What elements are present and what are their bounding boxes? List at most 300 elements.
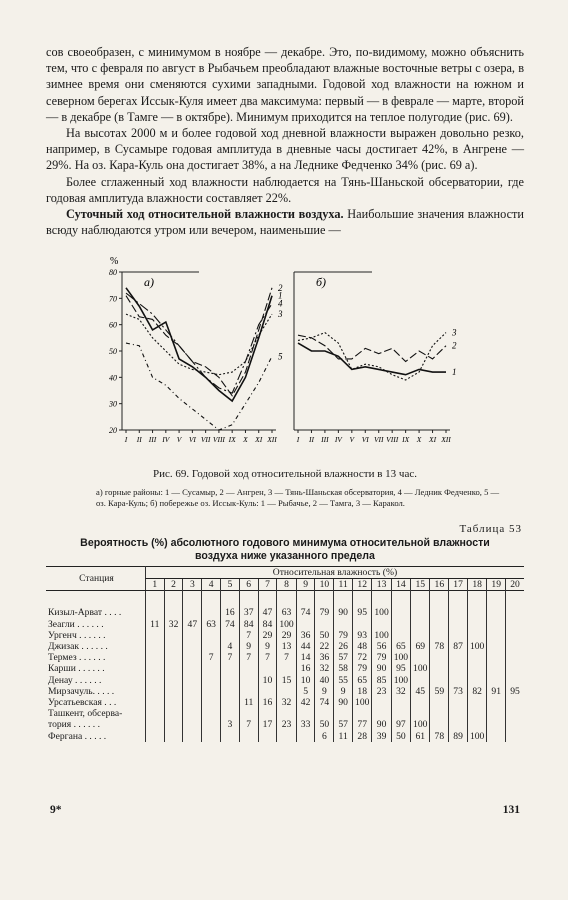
table-cell-value xyxy=(411,697,430,708)
x-tick-label: V xyxy=(349,435,355,444)
table-cell-value: 82 xyxy=(467,686,486,697)
table-cell-value: 69 xyxy=(411,641,430,652)
table-cell-value: 100 xyxy=(467,641,486,652)
table-cell-value xyxy=(258,663,277,674)
figure-69 xyxy=(96,256,476,464)
table-cell-value: 26 xyxy=(334,641,353,652)
table-cell-station: тория . . . . . . xyxy=(48,719,100,731)
table-cell-value: 100 xyxy=(391,675,410,686)
table-cell-value xyxy=(467,607,486,618)
table-header-threshold: 14 xyxy=(391,579,410,591)
table-cell-value: 74 xyxy=(221,619,240,630)
table-cell-value xyxy=(506,697,524,708)
table-header-threshold: 16 xyxy=(430,579,449,591)
table-header-threshold: 4 xyxy=(202,579,221,591)
x-tick-label: III xyxy=(321,435,329,444)
table-cell-station: Урсатьевская . . . xyxy=(48,696,117,708)
table-cell-value: 72 xyxy=(353,652,372,663)
table-cell-value xyxy=(372,708,391,719)
table-cell-value: 28 xyxy=(353,730,372,741)
table-cell-value xyxy=(334,619,353,630)
table-cell-value xyxy=(391,708,410,719)
table-cell-value xyxy=(391,697,410,708)
table-cell-value: 40 xyxy=(315,675,334,686)
y-tick-label: 70 xyxy=(109,294,117,304)
table-cell-value xyxy=(353,708,372,719)
table-cell-value: 57 xyxy=(334,652,353,663)
table-cell-value xyxy=(221,675,240,686)
x-tick-label: I xyxy=(124,435,128,444)
y-tick-label: 50 xyxy=(109,347,117,356)
table-cell-value: 100 xyxy=(372,607,391,618)
paragraph-3: Более сглаженный ход влажности наблюдается на Тянь-Шаньской обсерватории, где годовая амплитуда влажности составляет 22%. xyxy=(46,174,524,205)
table-cell-value xyxy=(277,663,296,674)
table-cell-value xyxy=(430,708,449,719)
table-cell-value: 100 xyxy=(391,652,410,663)
table-cell-value: 7 xyxy=(239,719,258,730)
table-header-threshold: 6 xyxy=(239,579,258,591)
table-cell-value: 95 xyxy=(506,686,524,697)
x-tick-label: III xyxy=(148,435,157,444)
table-cell-value: 91 xyxy=(487,686,506,697)
table-cell-value xyxy=(183,708,202,719)
table-53 xyxy=(46,566,524,742)
x-tick-label: IX xyxy=(402,435,410,444)
table-cell-value xyxy=(449,630,468,641)
table-cell-value: 3 xyxy=(221,719,240,730)
x-tick-label: I xyxy=(296,435,300,444)
table-cell-value xyxy=(353,619,372,630)
table-cell-value: 79 xyxy=(334,630,353,641)
table-cell-value: 23 xyxy=(372,686,391,697)
table-cell-value xyxy=(487,697,506,708)
table-cell-value: 84 xyxy=(258,619,277,630)
table-cell-value: 87 xyxy=(449,641,468,652)
series-line xyxy=(298,335,446,361)
table-cell-value: 16 xyxy=(258,697,277,708)
table-row xyxy=(46,708,524,719)
table-cell-value: 50 xyxy=(315,719,334,730)
table-row xyxy=(46,719,524,730)
table-number: Таблица 53 xyxy=(459,523,522,535)
table-cell-value xyxy=(372,697,391,708)
y-tick-label: 40 xyxy=(109,373,117,383)
table-cell-value: 73 xyxy=(449,686,468,697)
x-tick-label: VI xyxy=(188,435,196,444)
table-cell-value xyxy=(221,708,240,719)
table-cell-value: 59 xyxy=(430,686,449,697)
y-tick-label: 60 xyxy=(109,320,117,330)
table-cell-value: 32 xyxy=(315,663,334,674)
table-cell-value xyxy=(467,652,486,663)
table-cell-value: 23 xyxy=(277,719,296,730)
table-cell-value: 74 xyxy=(296,607,315,618)
table-cell-value: 100 xyxy=(372,630,391,641)
table-cell-value: 84 xyxy=(239,619,258,630)
table-cell-value xyxy=(430,675,449,686)
panel-label: а) xyxy=(144,275,154,289)
table-cell-value xyxy=(145,697,164,708)
table-cell-value: 56 xyxy=(372,641,391,652)
table-cell-value: 90 xyxy=(334,697,353,708)
table-cell-value xyxy=(277,708,296,719)
table-cell-value: 58 xyxy=(334,663,353,674)
table-row xyxy=(46,630,524,641)
table-header-threshold: 5 xyxy=(221,579,240,591)
table-cell-value xyxy=(145,686,164,697)
table-cell-value: 63 xyxy=(277,607,296,618)
table-cell-value xyxy=(239,730,258,741)
table-cell-value xyxy=(467,619,486,630)
table-header-threshold: 20 xyxy=(506,579,524,591)
table-cell-value xyxy=(164,641,183,652)
table-cell-value xyxy=(430,630,449,641)
table-cell-value: 9 xyxy=(315,686,334,697)
table-cell-value xyxy=(467,630,486,641)
table-cell-value xyxy=(164,719,183,730)
table-cell-value xyxy=(430,719,449,730)
table-cell-value xyxy=(183,730,202,741)
y-axis-unit: % xyxy=(110,256,119,267)
figure-chart xyxy=(96,256,476,464)
table-header-threshold: 11 xyxy=(334,579,353,591)
table-cell-value xyxy=(183,630,202,641)
table-cell-value xyxy=(506,652,524,663)
table-cell-value: 7 xyxy=(239,652,258,663)
table-cell-value: 100 xyxy=(277,619,296,630)
table-cell-value: 39 xyxy=(372,730,391,741)
table-cell-value xyxy=(411,607,430,618)
table-cell-value xyxy=(202,686,221,697)
table-cell-value: 93 xyxy=(353,630,372,641)
table-cell-value: 97 xyxy=(391,719,410,730)
table-cell-value xyxy=(296,730,315,741)
series-label: 1 xyxy=(278,290,283,301)
table-cell-value xyxy=(506,730,524,741)
table-cell-value: 50 xyxy=(391,730,410,741)
table-cell-value xyxy=(506,719,524,730)
table-title: Вероятность (%) абсолютного годового минимума относительной влажности воздуха ниже указанного предела xyxy=(80,537,490,562)
table-cell-value xyxy=(202,675,221,686)
table-cell-value xyxy=(145,652,164,663)
table-cell-value xyxy=(487,641,506,652)
table-header-station: Станция xyxy=(46,567,145,591)
table-cell-value xyxy=(221,663,240,674)
table-cell-value xyxy=(239,675,258,686)
table-cell-value xyxy=(315,619,334,630)
table-cell-station: Зеагли . . . . . . xyxy=(48,618,104,630)
table-cell-value xyxy=(430,607,449,618)
table-cell-value: 85 xyxy=(372,675,391,686)
table-cell-value xyxy=(430,663,449,674)
table-row xyxy=(46,663,524,674)
table-cell-value xyxy=(506,641,524,652)
table-cell-value: 18 xyxy=(353,686,372,697)
table-cell-value xyxy=(221,686,240,697)
table-cell-value xyxy=(145,630,164,641)
table-cell-value xyxy=(467,719,486,730)
y-tick-label: 30 xyxy=(109,399,117,409)
table-cell-value: 9 xyxy=(239,641,258,652)
table-cell-value xyxy=(449,607,468,618)
table-cell-station: Денау . . . . . . xyxy=(48,674,102,686)
paragraph-4-text: Наибольшие значения влажности всюду наблюдаются утром или вечером, наименьшие — xyxy=(46,207,524,238)
table-cell-value: 100 xyxy=(411,719,430,730)
x-tick-label: IV xyxy=(334,435,342,444)
table-cell-value xyxy=(164,686,183,697)
table-cell-value xyxy=(145,730,164,741)
table-cell-value: 90 xyxy=(334,607,353,618)
table-cell-value xyxy=(449,708,468,719)
table-cell-value xyxy=(430,619,449,630)
table-cell-value xyxy=(277,730,296,741)
table-cell-value xyxy=(487,663,506,674)
table-cell-value: 37 xyxy=(239,607,258,618)
table-cell-value xyxy=(164,652,183,663)
table-cell-value: 33 xyxy=(296,719,315,730)
table-header-threshold: 10 xyxy=(315,579,334,591)
table-header-threshold: 17 xyxy=(449,579,468,591)
table-cell-value xyxy=(391,630,410,641)
table-cell-value xyxy=(202,641,221,652)
x-tick-label: VII xyxy=(373,435,384,444)
table-header-threshold: 1 xyxy=(145,579,164,591)
table-cell-value: 90 xyxy=(372,719,391,730)
x-tick-label: XI xyxy=(255,435,263,444)
table-cell-value: 50 xyxy=(315,630,334,641)
table-cell-station: Мирзачуль. . . . . xyxy=(48,685,115,697)
table-cell-value xyxy=(430,697,449,708)
table-cell-value xyxy=(183,663,202,674)
table-cell-value: 7 xyxy=(258,652,277,663)
table-cell-value: 29 xyxy=(277,630,296,641)
table-cell-value xyxy=(202,630,221,641)
table-cell-station: Кизыл-Арват . . . . xyxy=(48,607,122,619)
table-cell-value xyxy=(506,619,524,630)
section-heading: Суточный ход относительной влажности воздуха. xyxy=(66,207,344,222)
table-cell-value xyxy=(506,630,524,641)
series-line xyxy=(126,293,272,393)
table-header-threshold: 2 xyxy=(164,579,183,591)
table-cell-station: Фергана . . . . . xyxy=(48,730,107,742)
table-row xyxy=(46,730,524,741)
table-cell-value: 36 xyxy=(315,652,334,663)
table-cell-value xyxy=(277,686,296,697)
table-cell-value: 61 xyxy=(411,730,430,741)
table-cell-value: 65 xyxy=(353,675,372,686)
table-cell-value xyxy=(372,619,391,630)
table-cell-value xyxy=(221,630,240,641)
table-header-threshold: 18 xyxy=(467,579,486,591)
table-row xyxy=(46,641,524,652)
table-cell-value: 79 xyxy=(315,607,334,618)
table-cell-station: Джизак . . . . . . xyxy=(48,641,108,653)
table-cell-value: 14 xyxy=(296,652,315,663)
table-cell-value: 89 xyxy=(449,730,468,741)
table-cell-value xyxy=(467,708,486,719)
table-cell-value: 65 xyxy=(391,641,410,652)
table-header-threshold: 3 xyxy=(183,579,202,591)
table-cell-value: 44 xyxy=(296,641,315,652)
table-cell-value xyxy=(487,730,506,741)
table-cell-value xyxy=(239,663,258,674)
series-label: 3 xyxy=(278,309,283,320)
table-header-threshold: 15 xyxy=(411,579,430,591)
table-cell-value xyxy=(145,719,164,730)
table-cell-value: 7 xyxy=(202,652,221,663)
table-cell-value xyxy=(221,697,240,708)
table-cell-value xyxy=(411,619,430,630)
table-cell-value xyxy=(449,719,468,730)
table-cell-value xyxy=(411,675,430,686)
figure-legend: а) горные районы: 1 — Сусамыр, 2 — Ангрен, 3 — Тянь-Шаньская обсерватория, 4 — Ледник Федченко, 5 — оз. Кара-Куль; б) побережье оз. Иссык-Куль: 1 — Рыбачье, 2 — Тамга, 3 — Каракол. xyxy=(96,487,500,508)
series-label: 3 xyxy=(452,327,457,338)
table-cell-value: 47 xyxy=(258,607,277,618)
x-tick-label: IX xyxy=(228,435,236,444)
table-cell-value xyxy=(183,686,202,697)
series-label: 4 xyxy=(278,298,283,309)
table-cell-value xyxy=(506,708,524,719)
table-cell-value: 32 xyxy=(164,619,183,630)
table-cell-value xyxy=(164,630,183,641)
table-cell-value: 78 xyxy=(430,730,449,741)
table-cell-value xyxy=(145,607,164,618)
table-cell-value xyxy=(145,641,164,652)
table-cell-value xyxy=(391,619,410,630)
table-cell-value xyxy=(449,697,468,708)
table-cell-value xyxy=(202,663,221,674)
table-cell-value: 74 xyxy=(315,697,334,708)
table-cell-value: 16 xyxy=(296,663,315,674)
table-header-threshold: 13 xyxy=(372,579,391,591)
table-header-group: Относительная влажность (%) xyxy=(145,567,524,579)
table-cell-value xyxy=(239,686,258,697)
table-cell-value xyxy=(487,619,506,630)
table-cell-value xyxy=(164,730,183,741)
figure-caption: Рис. 69. Годовой ход относительной влажности в 13 час. xyxy=(153,468,417,480)
table-cell-value xyxy=(183,675,202,686)
table-cell-value xyxy=(164,708,183,719)
table-cell-value xyxy=(467,697,486,708)
panel-label: б) xyxy=(316,275,327,289)
table-cell-value: 29 xyxy=(258,630,277,641)
table-cell-value: 47 xyxy=(183,619,202,630)
table-cell-value xyxy=(202,730,221,741)
table-header-threshold: 8 xyxy=(277,579,296,591)
table-cell-value: 7 xyxy=(221,652,240,663)
table-cell-value: 63 xyxy=(202,619,221,630)
paragraph-2: На высотах 2000 м и более годовой ход дневной влажности выражен довольно резко, например, в Сусамыре годовая амплитуда в дневные часы достигает 42%, в Ангрене — 29%. На оз. Кара-Куль она достигает 38%, а на Леднике Федченко 34% (рис. 69 а). xyxy=(46,126,524,173)
table-cell-value xyxy=(183,607,202,618)
table-cell-value xyxy=(239,708,258,719)
table-header-threshold: 12 xyxy=(353,579,372,591)
table-cell-station: Ургенч . . . . . . xyxy=(48,629,106,641)
series-label: 5 xyxy=(278,351,283,362)
x-tick-label: XII xyxy=(267,435,277,444)
table-cell-value: 15 xyxy=(277,675,296,686)
table-cell-value xyxy=(334,708,353,719)
table-header-threshold: 19 xyxy=(487,579,506,591)
x-tick-label: VI xyxy=(361,435,369,444)
table-cell-value: 16 xyxy=(221,607,240,618)
table-row xyxy=(46,675,524,686)
table-cell-value: 57 xyxy=(334,719,353,730)
x-tick-label: VIII xyxy=(386,435,399,444)
series-label: 2 xyxy=(278,282,283,293)
series-label: 1 xyxy=(452,367,457,378)
table-cell-value xyxy=(449,652,468,663)
table-cell-value: 90 xyxy=(372,663,391,674)
table-cell-value xyxy=(202,708,221,719)
table-cell-value: 36 xyxy=(296,630,315,641)
x-tick-label: XI xyxy=(428,435,437,444)
table-cell-value xyxy=(183,719,202,730)
table-cell-value: 79 xyxy=(353,663,372,674)
paragraph-4 xyxy=(46,206,524,238)
table-cell-value: 13 xyxy=(277,641,296,652)
table-header-threshold: 7 xyxy=(258,579,277,591)
page-number: 131 xyxy=(502,804,520,816)
table-cell-value xyxy=(487,675,506,686)
series-line xyxy=(126,288,272,401)
table-cell-value: 42 xyxy=(296,697,315,708)
table-cell-value: 32 xyxy=(277,697,296,708)
series-line xyxy=(298,343,446,375)
table-cell-value xyxy=(296,708,315,719)
table-cell-value xyxy=(164,697,183,708)
table-cell-station: Карши . . . . . . xyxy=(48,663,105,675)
table-cell-value: 5 xyxy=(296,686,315,697)
table-cell-value: 55 xyxy=(334,675,353,686)
table-cell-value: 10 xyxy=(258,675,277,686)
table-cell-value xyxy=(467,663,486,674)
table-cell-value xyxy=(258,730,277,741)
table-cell-value: 48 xyxy=(353,641,372,652)
table-cell-value xyxy=(391,607,410,618)
series-line xyxy=(126,288,272,396)
x-tick-label: II xyxy=(136,435,142,444)
table-cell-value xyxy=(183,697,202,708)
table-header-threshold: 9 xyxy=(296,579,315,591)
x-tick-label: X xyxy=(416,435,422,444)
y-tick-label: 20 xyxy=(109,426,117,435)
x-tick-label: IV xyxy=(162,435,170,444)
table-row xyxy=(46,697,524,708)
table-cell-value xyxy=(487,630,506,641)
table-cell-value xyxy=(449,619,468,630)
table-cell-value xyxy=(183,641,202,652)
table-cell-value: 45 xyxy=(411,686,430,697)
table-cell-value: 79 xyxy=(372,652,391,663)
table-cell-value xyxy=(411,630,430,641)
table-cell-value: 11 xyxy=(239,697,258,708)
table-cell-value: 78 xyxy=(430,641,449,652)
table-cell-value: 11 xyxy=(334,730,353,741)
table-cell-value xyxy=(506,663,524,674)
table-cell-value xyxy=(183,652,202,663)
table-row xyxy=(46,652,524,663)
table-cell-value: 7 xyxy=(239,630,258,641)
table-cell-value xyxy=(221,730,240,741)
table-cell-value xyxy=(145,663,164,674)
table-cell-value xyxy=(411,652,430,663)
table-cell-value: 77 xyxy=(353,719,372,730)
table-cell-value: 10 xyxy=(296,675,315,686)
table-cell-value xyxy=(487,652,506,663)
table-cell-value: 9 xyxy=(258,641,277,652)
table-row xyxy=(46,607,524,618)
table-cell-value: 95 xyxy=(353,607,372,618)
